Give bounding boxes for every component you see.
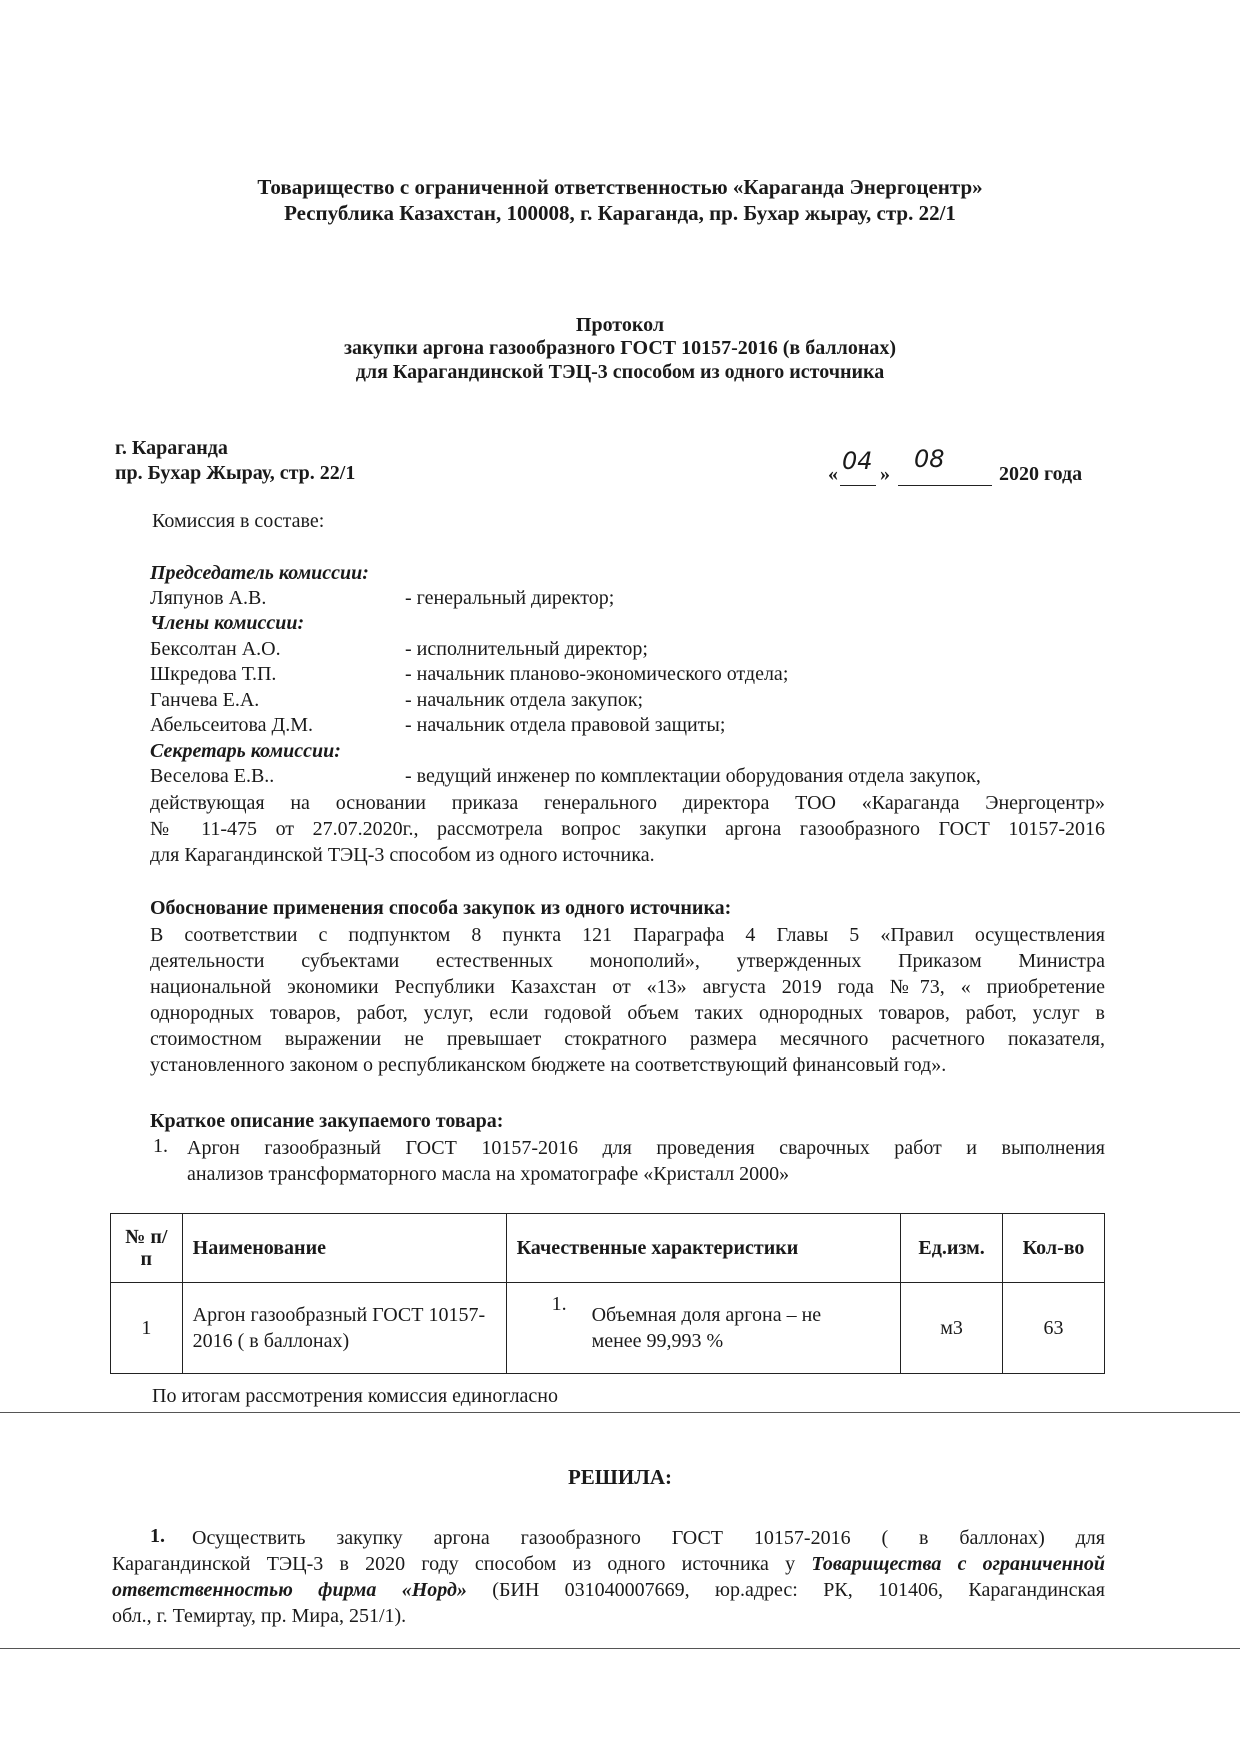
- member-role: - начальник отдела правовой защиты;: [405, 714, 726, 736]
- date-close-quote: »: [880, 463, 890, 485]
- place-address: пр. Бухар Жырау, стр. 22/1: [115, 462, 356, 484]
- organization-name: Товарищество с ограниченной ответственностью «Караганда Энергоцентр»: [257, 175, 983, 199]
- decision-line: [112, 1577, 1105, 1603]
- summary-text: По итогам рассмотрения комиссия единогласно: [152, 1385, 559, 1407]
- description-item-number: 1.: [153, 1135, 168, 1157]
- member-name: Шкредова Т.П.: [150, 663, 277, 685]
- chair-name: Ляпунов А.В.: [150, 587, 267, 609]
- decision-heading: РЕШИЛА:: [567, 1465, 673, 1489]
- description-heading: Краткое описание закупаемого товара:: [150, 1110, 504, 1132]
- date-day: 04: [842, 447, 873, 475]
- decision-line: обл., г. Темиртау, пр. Мира, 251/1).: [112, 1605, 407, 1627]
- member-name: Бексолтан А.О.: [150, 638, 281, 660]
- decision-line: [112, 1551, 1105, 1577]
- description-item-text: [187, 1135, 1105, 1187]
- justification-line: В соответствии с подпунктом 8 пункта 121 Параграфа 4 Главы 5 «Правил осуществления: [150, 924, 1105, 946]
- secretary-name: Веселова Е.В..: [150, 765, 275, 787]
- decision-supplier-name-cont: ответственностью фирма «Норд»: [112, 1579, 467, 1601]
- page-divider: [0, 1412, 1240, 1413]
- date-year: 2020 года: [999, 463, 1083, 485]
- secretary-heading: Секретарь комиссии:: [150, 740, 341, 762]
- page-divider-bottom: [0, 1648, 1240, 1649]
- document-title: Протокол: [575, 314, 665, 336]
- column-header-unit: Ед.изм.: [901, 1214, 1003, 1283]
- secretary-role: - ведущий инженер по комплектации оборудования отдела закупок,: [405, 765, 981, 787]
- justification-line: установленного законом о республиканском бюджете на соответствующий финансовый год».: [150, 1054, 947, 1076]
- decision-item-number: 1.: [150, 1525, 165, 1547]
- date-open-quote: «: [828, 463, 838, 485]
- cell-quality: [506, 1283, 901, 1374]
- commission-basis: [150, 790, 1105, 868]
- basis-line: № 11-475 от 27.07.2020г., рассмотрела вопрос закупки аргона газообразного ГОСТ 10157-2016: [150, 818, 1105, 840]
- member-name: Абельсеитова Д.М.: [150, 714, 313, 736]
- member-role: - исполнительный директор;: [405, 638, 648, 660]
- justification-line: однородных товаров, работ, услуг, если годовой объем таких однородных товаров, работ, услуг в: [150, 1002, 1105, 1024]
- place-city: г. Караганда: [115, 437, 228, 459]
- document-subtitle-line2: для Карагандинской ТЭЦ-3 способом из одного источника: [355, 361, 885, 383]
- member-name: Ганчева Е.А.: [150, 689, 260, 711]
- cell-unit: м3: [901, 1283, 1003, 1374]
- column-header-qty: Кол-во: [1003, 1214, 1105, 1283]
- decision-line-plain: (БИН 031040007669, юр.адрес: РК, 101406, Карагандинская: [466, 1579, 1105, 1601]
- goods-table: [110, 1213, 1105, 1374]
- cell-name: Аргон газообразный ГОСТ 10157-2016 ( в баллонах): [182, 1283, 506, 1374]
- commission-intro: Комиссия в составе:: [152, 510, 325, 532]
- justification-heading: Обоснование применения способа закупок из одного источника:: [150, 897, 732, 919]
- column-header-number: № п/п: [111, 1214, 183, 1283]
- description-line: анализов трансформаторного масла на хроматографе «Кристалл 2000»: [187, 1163, 790, 1185]
- document-date: [828, 445, 1108, 485]
- cell-qty: 63: [1003, 1283, 1105, 1374]
- date-day-underline: [840, 485, 876, 486]
- decision-line-plain: Карагандинской ТЭЦ-3 в 2020 году способом из одного источника у: [112, 1553, 812, 1575]
- basis-line: действующая на основании приказа генерального директора ТОО «Караганда Энергоцентр»: [150, 792, 1105, 814]
- members-heading: Члены комиссии:: [150, 612, 305, 634]
- member-role: - начальник планово-экономического отдела;: [405, 663, 789, 685]
- decision-text: [112, 1525, 1105, 1629]
- decision-supplier-name: Товарищества с ограниченной: [811, 1553, 1105, 1575]
- member-role: - начальник отдела закупок;: [405, 689, 644, 711]
- decision-line: Осуществить закупку аргона газообразного ГОСТ 10157-2016 ( в баллонах) для: [192, 1527, 1105, 1549]
- date-month: 08: [914, 445, 945, 473]
- column-header-quality: Качественные характеристики: [506, 1214, 901, 1283]
- basis-line: для Карагандинской ТЭЦ-3 способом из одного источника.: [150, 844, 655, 866]
- chair-heading: Председатель комиссии:: [150, 562, 369, 584]
- organization-address: Республика Казахстан, 100008, г. Караганда, пр. Бухар жырау, стр. 22/1: [284, 201, 956, 225]
- document-subtitle-line1: закупки аргона газообразного ГОСТ 10157-2016 (в баллонах): [343, 337, 897, 359]
- date-month-underline: [898, 485, 992, 486]
- justification-text: [150, 922, 1105, 1078]
- chair-role: - генеральный директор;: [405, 587, 615, 609]
- table-header-row: [111, 1214, 1105, 1283]
- justification-line: деятельности субъектами естественных монополий», утвержденных Приказом Министра: [150, 950, 1105, 972]
- table-row: [111, 1283, 1105, 1374]
- cell-number: 1: [111, 1283, 183, 1374]
- quality-item-text: Объемная доля аргона – не менее 99,993 %: [591, 1304, 822, 1352]
- quality-item-number: 1.: [551, 1293, 567, 1315]
- justification-line: национальной экономики Республики Казахстан от «13» августа 2019 года №73, « приобретение: [150, 976, 1105, 998]
- column-header-name: Наименование: [182, 1214, 506, 1283]
- justification-line: стоимостном выражении не превышает стократного размера месячного расчетного показателя,: [150, 1028, 1105, 1050]
- description-line: Аргон газообразный ГОСТ 10157-2016 для проведения сварочных работ и выполнения: [187, 1137, 1105, 1159]
